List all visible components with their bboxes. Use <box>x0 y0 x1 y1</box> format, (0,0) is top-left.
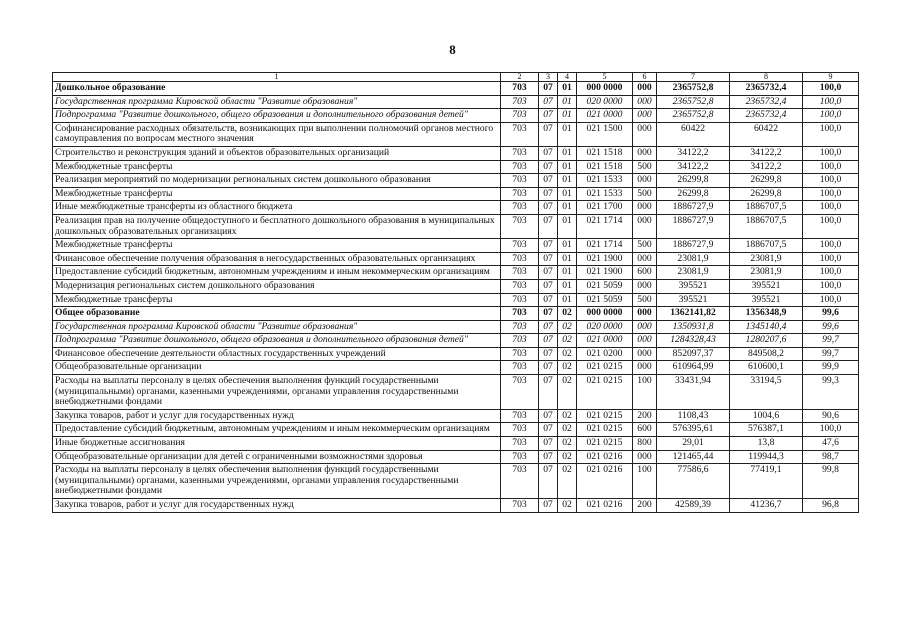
row-name: Иные межбюджетные трансферты из областного бюджета <box>53 201 501 215</box>
target-code: 020 0000 <box>577 95 633 109</box>
executed-amount: 77419,1 <box>730 464 803 499</box>
executed-amount: 849508,2 <box>730 347 803 361</box>
execution-percent: 100,0 <box>803 239 859 253</box>
admin-code: 703 <box>501 334 539 348</box>
planned-amount: 121465,44 <box>657 450 730 464</box>
column-header: 5 <box>577 73 633 82</box>
subsection-code: 02 <box>558 423 577 437</box>
subsection-code: 01 <box>558 160 577 174</box>
table-row <box>53 214 859 238</box>
executed-amount: 26299,8 <box>730 187 803 201</box>
table-row <box>53 375 859 410</box>
section-code: 07 <box>539 239 558 253</box>
target-code: 021 0215 <box>577 423 633 437</box>
execution-percent: 99,7 <box>803 334 859 348</box>
row-name: Подпрограмма "Развитие дошкольного, общего образования и дополнительного образования детей" <box>53 334 501 348</box>
admin-code: 703 <box>501 499 539 513</box>
admin-code: 703 <box>501 361 539 375</box>
execution-percent: 99,7 <box>803 347 859 361</box>
executed-amount: 1886707,5 <box>730 239 803 253</box>
section-code: 07 <box>539 279 558 293</box>
section-code: 07 <box>539 266 558 280</box>
executed-amount: 41236,7 <box>730 499 803 513</box>
target-code: 000 0000 <box>577 307 633 321</box>
column-header: 8 <box>730 73 803 82</box>
target-code: 021 5059 <box>577 279 633 293</box>
target-code: 021 0215 <box>577 375 633 410</box>
expense-type-code: 000 <box>633 95 657 109</box>
admin-code: 703 <box>501 239 539 253</box>
planned-amount: 29,01 <box>657 437 730 451</box>
expense-type-code: 000 <box>633 174 657 188</box>
column-header: 7 <box>657 73 730 82</box>
section-code: 07 <box>539 122 558 146</box>
execution-percent: 100,0 <box>803 201 859 215</box>
target-code: 021 1533 <box>577 187 633 201</box>
row-name: Дошкольное образование <box>53 82 501 96</box>
target-code: 021 1900 <box>577 266 633 280</box>
admin-code: 703 <box>501 375 539 410</box>
subsection-code: 01 <box>558 187 577 201</box>
expense-type-code: 200 <box>633 409 657 423</box>
planned-amount: 2365752,8 <box>657 82 730 96</box>
table-row <box>53 293 859 307</box>
expense-type-code: 000 <box>633 361 657 375</box>
row-name: Общеобразовательные организации <box>53 361 501 375</box>
row-name: Предоставление субсидий бюджетным, автономным учреждениям и иным некоммерческим организациям <box>53 266 501 280</box>
executed-amount: 576387,1 <box>730 423 803 437</box>
executed-amount: 23081,9 <box>730 266 803 280</box>
expense-type-code: 000 <box>633 146 657 160</box>
table-row <box>53 252 859 266</box>
executed-amount: 60422 <box>730 122 803 146</box>
row-name: Государственная программа Кировской области "Развитие образования" <box>53 320 501 334</box>
planned-amount: 77586,6 <box>657 464 730 499</box>
subsection-code: 01 <box>558 201 577 215</box>
executed-amount: 395521 <box>730 279 803 293</box>
execution-percent: 99,8 <box>803 464 859 499</box>
budget-table <box>52 72 859 513</box>
admin-code: 703 <box>501 95 539 109</box>
subsection-code: 01 <box>558 279 577 293</box>
execution-percent: 100,0 <box>803 160 859 174</box>
row-name: Закупка товаров, работ и услуг для государственных нужд <box>53 499 501 513</box>
executed-amount: 1886707,5 <box>730 214 803 238</box>
admin-code: 703 <box>501 174 539 188</box>
table-row <box>53 82 859 96</box>
executed-amount: 610600,1 <box>730 361 803 375</box>
executed-amount: 33194,5 <box>730 375 803 410</box>
executed-amount: 1886707,5 <box>730 201 803 215</box>
row-name: Государственная программа Кировской области "Развитие образования" <box>53 95 501 109</box>
execution-percent: 99,9 <box>803 361 859 375</box>
table-row <box>53 95 859 109</box>
planned-amount: 42589,39 <box>657 499 730 513</box>
execution-percent: 100,0 <box>803 82 859 96</box>
row-name: Общеобразовательные организации для детей с ограниченными возможностями здоровья <box>53 450 501 464</box>
admin-code: 703 <box>501 347 539 361</box>
execution-percent: 100,0 <box>803 423 859 437</box>
target-code: 021 0215 <box>577 361 633 375</box>
admin-code: 703 <box>501 320 539 334</box>
expense-type-code: 100 <box>633 464 657 499</box>
planned-amount: 852097,37 <box>657 347 730 361</box>
column-header: 2 <box>501 73 539 82</box>
execution-percent: 100,0 <box>803 95 859 109</box>
admin-code: 703 <box>501 423 539 437</box>
target-code: 021 1518 <box>577 160 633 174</box>
planned-amount: 26299,8 <box>657 174 730 188</box>
executed-amount: 26299,8 <box>730 174 803 188</box>
table-row <box>53 423 859 437</box>
table-header-row <box>53 73 859 82</box>
subsection-code: 01 <box>558 214 577 238</box>
execution-percent: 100,0 <box>803 122 859 146</box>
section-code: 07 <box>539 201 558 215</box>
target-code: 021 1714 <box>577 239 633 253</box>
table-row <box>53 334 859 348</box>
expense-type-code: 000 <box>633 347 657 361</box>
table-row <box>53 160 859 174</box>
execution-percent: 90,6 <box>803 409 859 423</box>
planned-amount: 1886727,9 <box>657 239 730 253</box>
execution-percent: 100,0 <box>803 146 859 160</box>
expense-type-code: 500 <box>633 239 657 253</box>
execution-percent: 100,0 <box>803 214 859 238</box>
column-header: 3 <box>539 73 558 82</box>
executed-amount: 34122,2 <box>730 146 803 160</box>
table-row <box>53 409 859 423</box>
subsection-code: 02 <box>558 375 577 410</box>
planned-amount: 1284328,43 <box>657 334 730 348</box>
execution-percent: 99,6 <box>803 307 859 321</box>
executed-amount: 1280207,6 <box>730 334 803 348</box>
subsection-code: 02 <box>558 464 577 499</box>
planned-amount: 1886727,9 <box>657 201 730 215</box>
admin-code: 703 <box>501 122 539 146</box>
planned-amount: 33431,94 <box>657 375 730 410</box>
execution-percent: 98,7 <box>803 450 859 464</box>
table-body <box>53 82 859 513</box>
row-name: Межбюджетные трансферты <box>53 160 501 174</box>
admin-code: 703 <box>501 146 539 160</box>
executed-amount: 119944,3 <box>730 450 803 464</box>
section-code: 07 <box>539 187 558 201</box>
page-number: 8 <box>449 42 456 57</box>
planned-amount: 576395,61 <box>657 423 730 437</box>
expense-type-code: 100 <box>633 375 657 410</box>
admin-code: 703 <box>501 82 539 96</box>
execution-percent: 100,0 <box>803 109 859 123</box>
subsection-code: 01 <box>558 252 577 266</box>
table-row <box>53 122 859 146</box>
column-header: 6 <box>633 73 657 82</box>
table-row <box>53 499 859 513</box>
row-name: Иные бюджетные ассигнования <box>53 437 501 451</box>
row-name: Финансовое обеспечение деятельности областных государственных учреждений <box>53 347 501 361</box>
section-code: 07 <box>539 499 558 513</box>
expense-type-code: 600 <box>633 266 657 280</box>
subsection-code: 02 <box>558 450 577 464</box>
planned-amount: 34122,2 <box>657 146 730 160</box>
executed-amount: 1345140,4 <box>730 320 803 334</box>
table-row <box>53 347 859 361</box>
execution-percent: 100,0 <box>803 293 859 307</box>
section-code: 07 <box>539 82 558 96</box>
admin-code: 703 <box>501 279 539 293</box>
target-code: 021 1500 <box>577 122 633 146</box>
table-row <box>53 450 859 464</box>
planned-amount: 610964,99 <box>657 361 730 375</box>
subsection-code: 02 <box>558 499 577 513</box>
section-code: 07 <box>539 146 558 160</box>
section-code: 07 <box>539 409 558 423</box>
expense-type-code: 000 <box>633 320 657 334</box>
expense-type-code: 000 <box>633 214 657 238</box>
execution-percent: 99,3 <box>803 375 859 410</box>
target-code: 021 1714 <box>577 214 633 238</box>
planned-amount: 1350931,8 <box>657 320 730 334</box>
admin-code: 703 <box>501 293 539 307</box>
subsection-code: 02 <box>558 361 577 375</box>
execution-percent: 100,0 <box>803 252 859 266</box>
planned-amount: 1886727,9 <box>657 214 730 238</box>
table-row <box>53 307 859 321</box>
row-name: Закупка товаров, работ и услуг для государственных нужд <box>53 409 501 423</box>
section-code: 07 <box>539 450 558 464</box>
subsection-code: 01 <box>558 239 577 253</box>
section-code: 07 <box>539 160 558 174</box>
row-name: Реализация мероприятий по модернизации региональных систем дошкольного образования <box>53 174 501 188</box>
target-code: 021 0216 <box>577 464 633 499</box>
section-code: 07 <box>539 307 558 321</box>
target-code: 000 0000 <box>577 82 633 96</box>
table-row <box>53 174 859 188</box>
row-name: Софинансирование расходных обязательств, возникающих при выполнении полномочий органов местного самоуправления по вопросам местного значения <box>53 122 501 146</box>
subsection-code: 02 <box>558 307 577 321</box>
expense-type-code: 500 <box>633 187 657 201</box>
admin-code: 703 <box>501 187 539 201</box>
section-code: 07 <box>539 437 558 451</box>
execution-percent: 100,0 <box>803 174 859 188</box>
expense-type-code: 000 <box>633 201 657 215</box>
row-name: Межбюджетные трансферты <box>53 187 501 201</box>
section-code: 07 <box>539 109 558 123</box>
execution-percent: 96,8 <box>803 499 859 513</box>
table-row <box>53 320 859 334</box>
row-name: Модернизация региональных систем дошкольного образования <box>53 279 501 293</box>
admin-code: 703 <box>501 409 539 423</box>
section-code: 07 <box>539 95 558 109</box>
section-code: 07 <box>539 293 558 307</box>
planned-amount: 2365752,8 <box>657 95 730 109</box>
executed-amount: 2365732,4 <box>730 109 803 123</box>
row-name: Предоставление субсидий бюджетным, автономным учреждениям и иным некоммерческим организациям <box>53 423 501 437</box>
admin-code: 703 <box>501 201 539 215</box>
expense-type-code: 800 <box>633 437 657 451</box>
planned-amount: 60422 <box>657 122 730 146</box>
expense-type-code: 200 <box>633 499 657 513</box>
subsection-code: 01 <box>558 95 577 109</box>
execution-percent: 100,0 <box>803 187 859 201</box>
subsection-code: 01 <box>558 109 577 123</box>
executed-amount: 13,8 <box>730 437 803 451</box>
target-code: 021 0216 <box>577 499 633 513</box>
subsection-code: 01 <box>558 266 577 280</box>
target-code: 021 1900 <box>577 252 633 266</box>
admin-code: 703 <box>501 437 539 451</box>
subsection-code: 01 <box>558 82 577 96</box>
subsection-code: 01 <box>558 122 577 146</box>
expense-type-code: 500 <box>633 160 657 174</box>
subsection-code: 01 <box>558 146 577 160</box>
target-code: 021 0216 <box>577 450 633 464</box>
planned-amount: 34122,2 <box>657 160 730 174</box>
executed-amount: 395521 <box>730 293 803 307</box>
section-code: 07 <box>539 334 558 348</box>
expense-type-code: 000 <box>633 334 657 348</box>
planned-amount: 395521 <box>657 293 730 307</box>
table-row <box>53 279 859 293</box>
expense-type-code: 000 <box>633 109 657 123</box>
table-row <box>53 201 859 215</box>
planned-amount: 2365752,8 <box>657 109 730 123</box>
table-row <box>53 361 859 375</box>
subsection-code: 02 <box>558 334 577 348</box>
table-row <box>53 109 859 123</box>
column-header: 1 <box>53 73 501 82</box>
table-row <box>53 464 859 499</box>
section-code: 07 <box>539 252 558 266</box>
expense-type-code: 600 <box>633 423 657 437</box>
expense-type-code: 000 <box>633 279 657 293</box>
table-row <box>53 146 859 160</box>
executed-amount: 34122,2 <box>730 160 803 174</box>
target-code: 020 0000 <box>577 320 633 334</box>
table-row <box>53 239 859 253</box>
subsection-code: 02 <box>558 347 577 361</box>
section-code: 07 <box>539 174 558 188</box>
planned-amount: 1362141,82 <box>657 307 730 321</box>
target-code: 021 0000 <box>577 109 633 123</box>
target-code: 021 1518 <box>577 146 633 160</box>
executed-amount: 1356348,9 <box>730 307 803 321</box>
executed-amount: 1004,6 <box>730 409 803 423</box>
admin-code: 703 <box>501 450 539 464</box>
table-row <box>53 437 859 451</box>
section-code: 07 <box>539 320 558 334</box>
row-name: Подпрограмма "Развитие дошкольного, общего образования и дополнительного образования детей" <box>53 109 501 123</box>
target-code: 021 5059 <box>577 293 633 307</box>
expense-type-code: 000 <box>633 450 657 464</box>
admin-code: 703 <box>501 109 539 123</box>
planned-amount: 26299,8 <box>657 187 730 201</box>
planned-amount: 1108,43 <box>657 409 730 423</box>
admin-code: 703 <box>501 266 539 280</box>
section-code: 07 <box>539 375 558 410</box>
row-name: Расходы на выплаты персоналу в целях обеспечения выполнения функций государственными (муниципальными) органами, казенными учреждениями, органами управления государственными внебюджетными фондами <box>53 375 501 410</box>
expense-type-code: 000 <box>633 252 657 266</box>
expense-type-code: 000 <box>633 122 657 146</box>
admin-code: 703 <box>501 464 539 499</box>
planned-amount: 395521 <box>657 279 730 293</box>
row-name: Межбюджетные трансферты <box>53 293 501 307</box>
subsection-code: 02 <box>558 320 577 334</box>
section-code: 07 <box>539 464 558 499</box>
expense-type-code: 500 <box>633 293 657 307</box>
execution-percent: 99,6 <box>803 320 859 334</box>
column-header: 9 <box>803 73 859 82</box>
row-name: Строительство и реконструкция зданий и объектов образовательных организаций <box>53 146 501 160</box>
section-code: 07 <box>539 361 558 375</box>
expense-type-code: 000 <box>633 82 657 96</box>
subsection-code: 02 <box>558 409 577 423</box>
target-code: 021 0215 <box>577 437 633 451</box>
planned-amount: 23081,9 <box>657 266 730 280</box>
admin-code: 703 <box>501 160 539 174</box>
row-name: Расходы на выплаты персоналу в целях обеспечения выполнения функций государственными (муниципальными) органами, казенными учреждениями, органами управления государственными внебюджетными фондами <box>53 464 501 499</box>
section-code: 07 <box>539 423 558 437</box>
row-name: Финансовое обеспечение получения образования в негосударственных образовательных организациях <box>53 252 501 266</box>
row-name: Межбюджетные трансферты <box>53 239 501 253</box>
section-code: 07 <box>539 214 558 238</box>
table-row <box>53 266 859 280</box>
target-code: 021 1533 <box>577 174 633 188</box>
subsection-code: 01 <box>558 174 577 188</box>
column-header: 4 <box>558 73 577 82</box>
row-name: Общее образование <box>53 307 501 321</box>
subsection-code: 02 <box>558 437 577 451</box>
execution-percent: 100,0 <box>803 279 859 293</box>
executed-amount: 2365732,4 <box>730 95 803 109</box>
execution-percent: 47,6 <box>803 437 859 451</box>
target-code: 021 0000 <box>577 334 633 348</box>
target-code: 021 0200 <box>577 347 633 361</box>
section-code: 07 <box>539 347 558 361</box>
target-code: 021 0215 <box>577 409 633 423</box>
expense-type-code: 000 <box>633 307 657 321</box>
admin-code: 703 <box>501 307 539 321</box>
admin-code: 703 <box>501 252 539 266</box>
target-code: 021 1700 <box>577 201 633 215</box>
executed-amount: 2365732,4 <box>730 82 803 96</box>
execution-percent: 100,0 <box>803 266 859 280</box>
admin-code: 703 <box>501 214 539 238</box>
subsection-code: 01 <box>558 293 577 307</box>
planned-amount: 23081,9 <box>657 252 730 266</box>
table-row <box>53 187 859 201</box>
row-name: Реализация прав на получение общедоступного и бесплатного дошкольного образования в муниципальных дошкольных образовательных организациях <box>53 214 501 238</box>
executed-amount: 23081,9 <box>730 252 803 266</box>
